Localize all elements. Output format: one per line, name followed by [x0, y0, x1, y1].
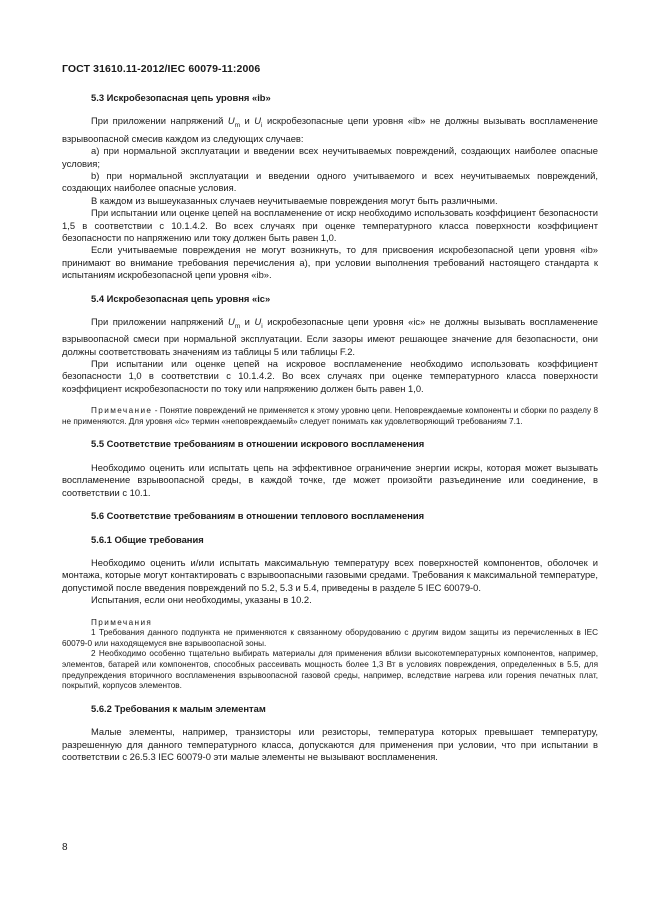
- paragraph: В каждом из вышеуказанных случаев неучитываемые повреждения могут быть различными.: [91, 194, 498, 206]
- list-item-b: b) при нормальной эксплуатации и введении одного учитываемого и всех неучитываемых повреждений, создающих наиболее опасные условия.: [62, 169, 598, 194]
- paragraph: Необходимо оценить и/или испытать максимальную температуру всех поверхностей компонентов, оболочек и монтажа, которые могут контактировать с взрывоопасными газовыми средами. Требования к максимальной температуре, допустимой после введения повреждений по 5.2, 5.3 и 5.4, приведены в разделе 5 IEC 60079-0.: [62, 556, 598, 593]
- paragraph: Испытания, если они необходимы, указаны в 10.2.: [91, 594, 312, 606]
- document-body: [62, 92, 598, 763]
- section-heading-5-6: 5.6 Соответствие требованиям в отношении теплового воспламенения: [91, 510, 425, 522]
- list-item-a: a) при нормальной эксплуатации и введении всех неучитываемых повреждений, создающих наиболее опасные условия;: [62, 145, 598, 169]
- page-number: 8: [62, 842, 68, 853]
- section-heading-5-6-1: 5.6.1 Общие требования: [91, 533, 204, 545]
- note-2: 2 Необходимо особенно тщательно выбирать материалы для применения вблизи высокотемпературных компонентов, например, элементов, батарей или компонентов, способных рассеивать мощность более 1,3 Вт в условиях повреждения, определенных в 5.5, для предупреждения вторичного воспламенения взрывоопасной газовой среды, например, вследствие нагрева или горения печатных плат, покрытий, корпусов элементов.: [62, 649, 598, 691]
- note: Примечание - Понятие повреждений не применяется к этому уровню цепи. Неповреждаемые компоненты и сборки по разделу 8 не применяются. Для уровня «ic» термин «неповреждаемый» следует понимать как удовлетворяющий требованиям 7.1.: [62, 406, 598, 426]
- section-heading-5-5: 5.5 Соответствие требованиям в отношении искрового воспламенения: [91, 438, 425, 450]
- paragraph: При испытании или оценке цепей на искровое воспламенение необходимо использовать коэффициент безопасности 1,0 в соответствии с 10.1.4.2. Во всех случаях при оценке температурного класса поверхности коэффициент искробезопасности по току или напряжению должен быть равен 1,0.: [62, 358, 598, 394]
- section-heading-5-3: 5.3 Искробезопасная цепь уровня «ib»: [91, 92, 271, 103]
- document-header: ГОСТ 31610.11-2012/IEC 60079-11:2006: [62, 63, 261, 75]
- section-heading-5-6-2: 5.6.2 Требования к малым элементам: [91, 702, 266, 714]
- paragraph: Необходимо оценить или испытать цепь на эффективное ограничение энергии искры, которая может вызывать воспламенение взрывоопасной среды, в каждой точке, где может произойти разъединение или соединение, в соответствии с 10.1.: [62, 461, 598, 498]
- paragraph: При приложении напряжений $U_m$ и $U_i$ искробезопасные цепи уровня «ic» не должны вызывать воспламенение взрывоопасной смеси при нормальной эксплуатации. Если зазоры имеют решающее значение для безопасности, они должны соответствовать значениям из таблицы 5 или таблицы F.2.: [62, 315, 598, 357]
- paragraph: Если учитываемые повреждения не могут возникнуть, то для присвоения искробезопасной цепи уровня «ib» принимают во внимание требования перечисления а), при условии выполнения требований настоящего стандарта к испытаниям искробезопасной цепи уровня «ib».: [62, 244, 598, 281]
- section-heading-5-4: 5.4 Искробезопасная цепь уровня «ic»: [91, 292, 271, 304]
- notes-heading: Примечания: [91, 617, 153, 627]
- paragraph: При испытании или оценке цепей на воспламенение от искр необходимо использовать коэффициент безопасности 1,5 в соответствии с 10.1.4.2. Во всех случаях при оценке температурного класса поверхности коэффициент безопасности по напряжению или току должен быть равен 1,0.: [62, 207, 598, 243]
- paragraph: Малые элементы, например, транзисторы или резисторы, температура которых превышает температуру, разрешенную для данного температурного класса, допускаются для применения при условии, что при испытании в соответствии с 26.5.3 IEC 60079-0 эти малые элементы не вызывают воспламенения.: [62, 726, 598, 762]
- note-1: 1 Требования данного подпункта не применяются к связанному оборудованию с другим видом защиты из перечисленных в IEC 60079-0 или находящемуся вне взрывоопасной зоны.: [62, 628, 598, 648]
- paragraph: При приложении напряжений $U_m$ и $U_i$ искробезопасные цепи уровня «ib» не должны вызывать воспламенение взрывоопасной смесив каждом из следующих случаев:: [62, 115, 598, 144]
